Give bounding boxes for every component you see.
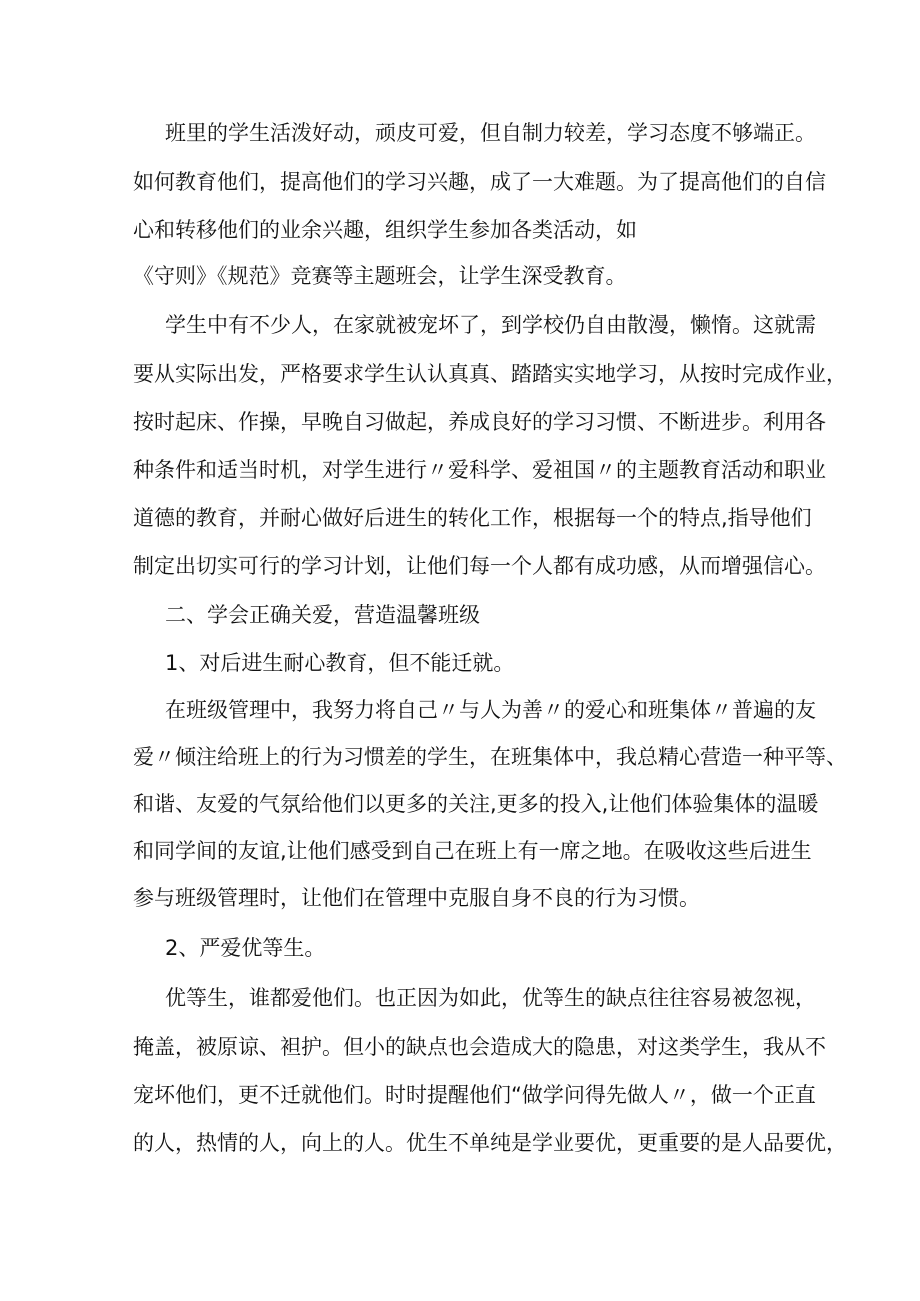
text-line: 按时起床、作操，早晚自习做起，养成良好的学习习惯、不断进步。利用各 [133,410,826,434]
text-line: 爱〃倾注给班上的行为习惯差的学生，在班集体中，我总精心营造一种平等、 [133,745,847,769]
text-line: 制定出切实可行的学习计划，让他们每一个人都有成功感，从而增强信心。 [133,554,826,578]
text-line: 如何教育他们，提高他们的学习兴趣，成了一大难题。为了提高他们的自信 [133,170,826,194]
text-line: 道德的教育，并耐心做好后进生的转化工作，根据每一个的特点,指导他们 [133,506,812,530]
text-line: 优等生，谁都爱他们。也正因为如此，优等生的缺点往往容易被忽视， [165,986,816,1010]
text-line: 在班级管理中，我努力将自己〃与人为善〃的爱心和班集体〃普遍的友 [165,698,816,722]
text-line: 宠坏他们，更不迁就他们。时时提醒他们“做学问得先做人〃，做一个正直 [133,1083,816,1107]
text-line: 学生中有不少人，在家就被宠坏了，到学校仍自由散漫，懒惰。这就需 [165,313,816,337]
subsection-heading: 1、对后进生耐心教育，但不能迁就。 [165,651,515,675]
section-heading: 二、学会正确关爱，营造温馨班级 [165,603,480,627]
text-line: 班里的学生活泼好动，顽皮可爱，但自制力较差，学习态度不够端正。 [165,121,816,145]
text-line: 和同学间的友谊,让他们感受到自己在班上有一席之地。在吸收这些后进生 [133,839,812,863]
text-line: 参与班级管理时，让他们在管理中克服自身不良的行为习惯。 [133,886,700,910]
text-line: 掩盖，被原谅、袒护。但小的缺点也会造成大的隐患，对这类学生，我从不 [133,1035,826,1059]
text-line: 和谐、友爱的气氛给他们以更多的关注,更多的投入,让他们体验集体的温暖 [133,792,819,816]
subsection-heading: 2、严爱优等生。 [165,936,326,960]
text-line: 要从实际出发，严格要求学生认认真真、踏踏实实地学习，从按时完成作业， [133,362,847,386]
text-line: 《守则》《规范》竞赛等主题班会，让学生深受教育。 [133,264,627,288]
text-line: 心和转移他们的业余兴趣，组织学生参加各类活动，如 [133,218,637,242]
text-line: 的人，热情的人，向上的人。优生不单纯是学业要优，更重要的是人品要优， [133,1131,847,1155]
text-line: 种条件和适当时机，对学生进行〃爱科学、爱祖国〃的主题教育活动和职业 [133,458,826,482]
